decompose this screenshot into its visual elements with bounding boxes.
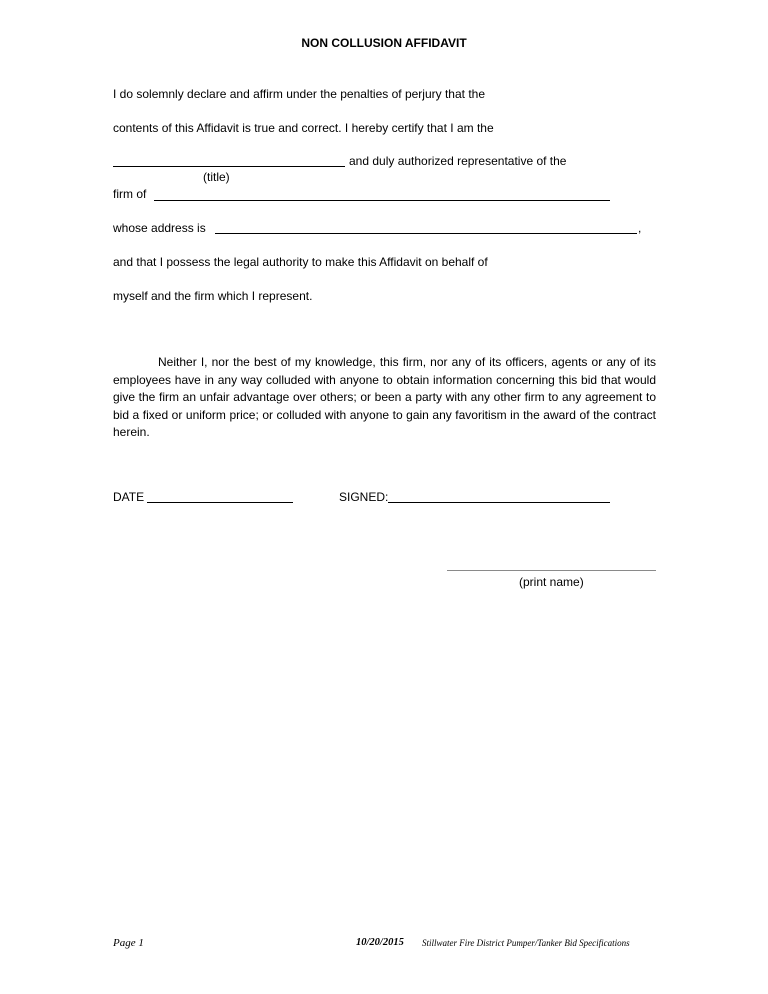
representative-text: and duly authorized representative of the [349, 154, 567, 168]
print-name-line [447, 570, 656, 571]
firm-blank-line [154, 200, 610, 201]
myself-line: myself and the firm which I represent. [113, 289, 313, 303]
address-comma: , [638, 221, 642, 235]
firm-label: firm of [113, 187, 147, 201]
title-caption: (title) [203, 170, 230, 184]
declaration-line-2: contents of this Affidavit is true and correct. I hereby certify that I am the [113, 121, 494, 135]
date-blank-line [147, 502, 293, 503]
footer-spec-title: Stillwater Fire District Pumper/Tanker Bid Specifications [422, 938, 630, 948]
address-blank-line [215, 233, 637, 234]
collusion-paragraph [113, 354, 656, 442]
collusion-paragraph-text: Neither I, nor the best of my knowledge, this firm, nor any of its officers, agents or any of its employees have in any way colluded with anyone to obtain information concerning this bid that would give the firm an unfair advantage over others; or been a party with any other firm to any agreement to bid a fixed or uniform price; or colluded with anyone to gain any favoritism in the award of the contract herein. [113, 355, 656, 439]
authority-line: and that I possess the legal authority to make this Affidavit on behalf of [113, 255, 488, 269]
footer-page-number: Page 1 [113, 937, 144, 949]
signature-blank-line [388, 502, 610, 503]
address-label: whose address is [113, 221, 206, 235]
date-label: DATE [113, 490, 145, 504]
print-name-caption: (print name) [519, 575, 584, 589]
document-title: NON COLLUSION AFFIDAVIT [301, 36, 467, 50]
footer-date: 10/20/2015 [356, 937, 404, 948]
title-blank-line [113, 166, 345, 167]
signed-label: SIGNED: [339, 490, 389, 504]
declaration-line-1: I do solemnly declare and affirm under the penalties of perjury that the [113, 87, 485, 101]
